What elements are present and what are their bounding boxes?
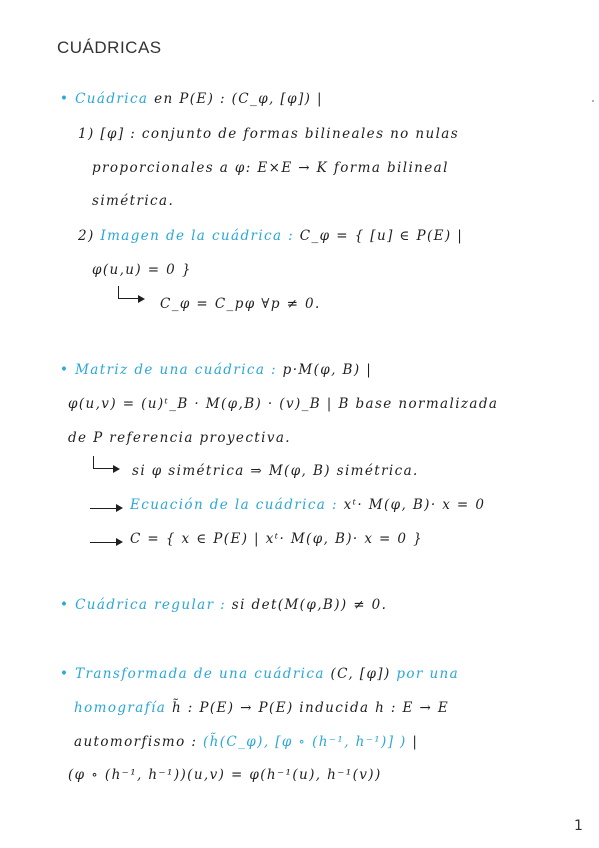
ecuacion-formula: xᵗ· M(φ, B)· x = 0 bbox=[337, 497, 486, 513]
page-number: 1 bbox=[574, 818, 583, 834]
homografia-definition: h̃ : P(E) → P(E) inducida h : E → E bbox=[166, 700, 450, 716]
bullet: • bbox=[60, 362, 70, 378]
matriz-definition: p·M(φ, B) | bbox=[276, 362, 373, 378]
automorfismo-bar: | bbox=[406, 734, 419, 750]
bullet: • bbox=[60, 666, 70, 682]
term-cuadrica: Cuádrica bbox=[75, 91, 149, 107]
item-forms-cont2: simétrica. bbox=[92, 193, 175, 209]
term-matriz: Matriz de una cuádrica : bbox=[75, 362, 277, 378]
automorfismo-line bbox=[74, 734, 418, 750]
hook-arrow-icon bbox=[118, 286, 141, 299]
term-imagen: Imagen de la cuádrica : bbox=[100, 228, 295, 244]
imagen-definition: C_φ = { [u] ∈ P(E) | bbox=[294, 228, 464, 244]
section-regular bbox=[60, 597, 387, 613]
conjunto-formula: C = { x ∈ P(E) | xᵗ· M(φ, B)· x = 0 } bbox=[130, 531, 424, 547]
bullet: • bbox=[60, 597, 70, 613]
item-number: 2) bbox=[78, 228, 101, 244]
right-arrow-icon bbox=[90, 508, 118, 509]
transformada-pair: (C, [φ]) bbox=[324, 666, 397, 682]
stray-mark bbox=[592, 100, 594, 102]
section-transformada bbox=[60, 666, 459, 682]
bullet: • bbox=[60, 91, 70, 107]
homografia-line bbox=[74, 700, 449, 716]
imagen-condition: φ(u,u) = 0 } bbox=[92, 262, 192, 278]
regular-definition: si det(M(φ,B)) ≠ 0. bbox=[226, 597, 388, 613]
page-title: CUÁDRICAS bbox=[57, 38, 162, 57]
cuadrica-definition: en P(E) : (C_φ, [φ]) | bbox=[148, 91, 323, 107]
automorfismo-label: automorfismo : bbox=[74, 734, 198, 750]
matriz-formula-cont: de P referencia proyectiva. bbox=[68, 430, 291, 446]
right-arrow-icon bbox=[90, 542, 118, 543]
term-transformada: Transformada de una cuádrica bbox=[75, 666, 325, 682]
item-imagen bbox=[78, 228, 463, 244]
item-forms: 1) [φ] : conjunto de formas bilineales no nulas bbox=[78, 126, 460, 142]
matriz-formula: φ(u,v) = (u)ᵗ_B · M(φ,B) · (v)_B | B base normalizada bbox=[68, 396, 499, 412]
hook-arrow-icon bbox=[93, 456, 116, 469]
term-homografia: homografía bbox=[74, 700, 167, 716]
transformada-result: (h̃(C_φ), [φ ∘ (h⁻¹, h⁻¹)] ) bbox=[197, 734, 407, 750]
section-matriz bbox=[60, 362, 372, 378]
item-forms-cont: proporcionales a φ: E×E → K forma bilineal bbox=[92, 160, 449, 176]
matriz-symmetric: si φ simétrica ⇒ M(φ, B) simétrica. bbox=[132, 463, 419, 479]
composition-formula: (φ ∘ (h⁻¹, h⁻¹))(u,v) = φ(h⁻¹(u), h⁻¹(v)) bbox=[68, 767, 382, 783]
term-ecuacion: Ecuación de la cuádrica : bbox=[130, 497, 338, 513]
term-por-una: por una bbox=[396, 666, 460, 682]
section-cuadrica bbox=[60, 91, 323, 107]
imagen-consequence: C_φ = C_pφ ∀p ≠ 0. bbox=[160, 296, 321, 312]
ecuacion-line bbox=[130, 497, 485, 513]
term-regular: Cuádrica regular : bbox=[75, 597, 227, 613]
